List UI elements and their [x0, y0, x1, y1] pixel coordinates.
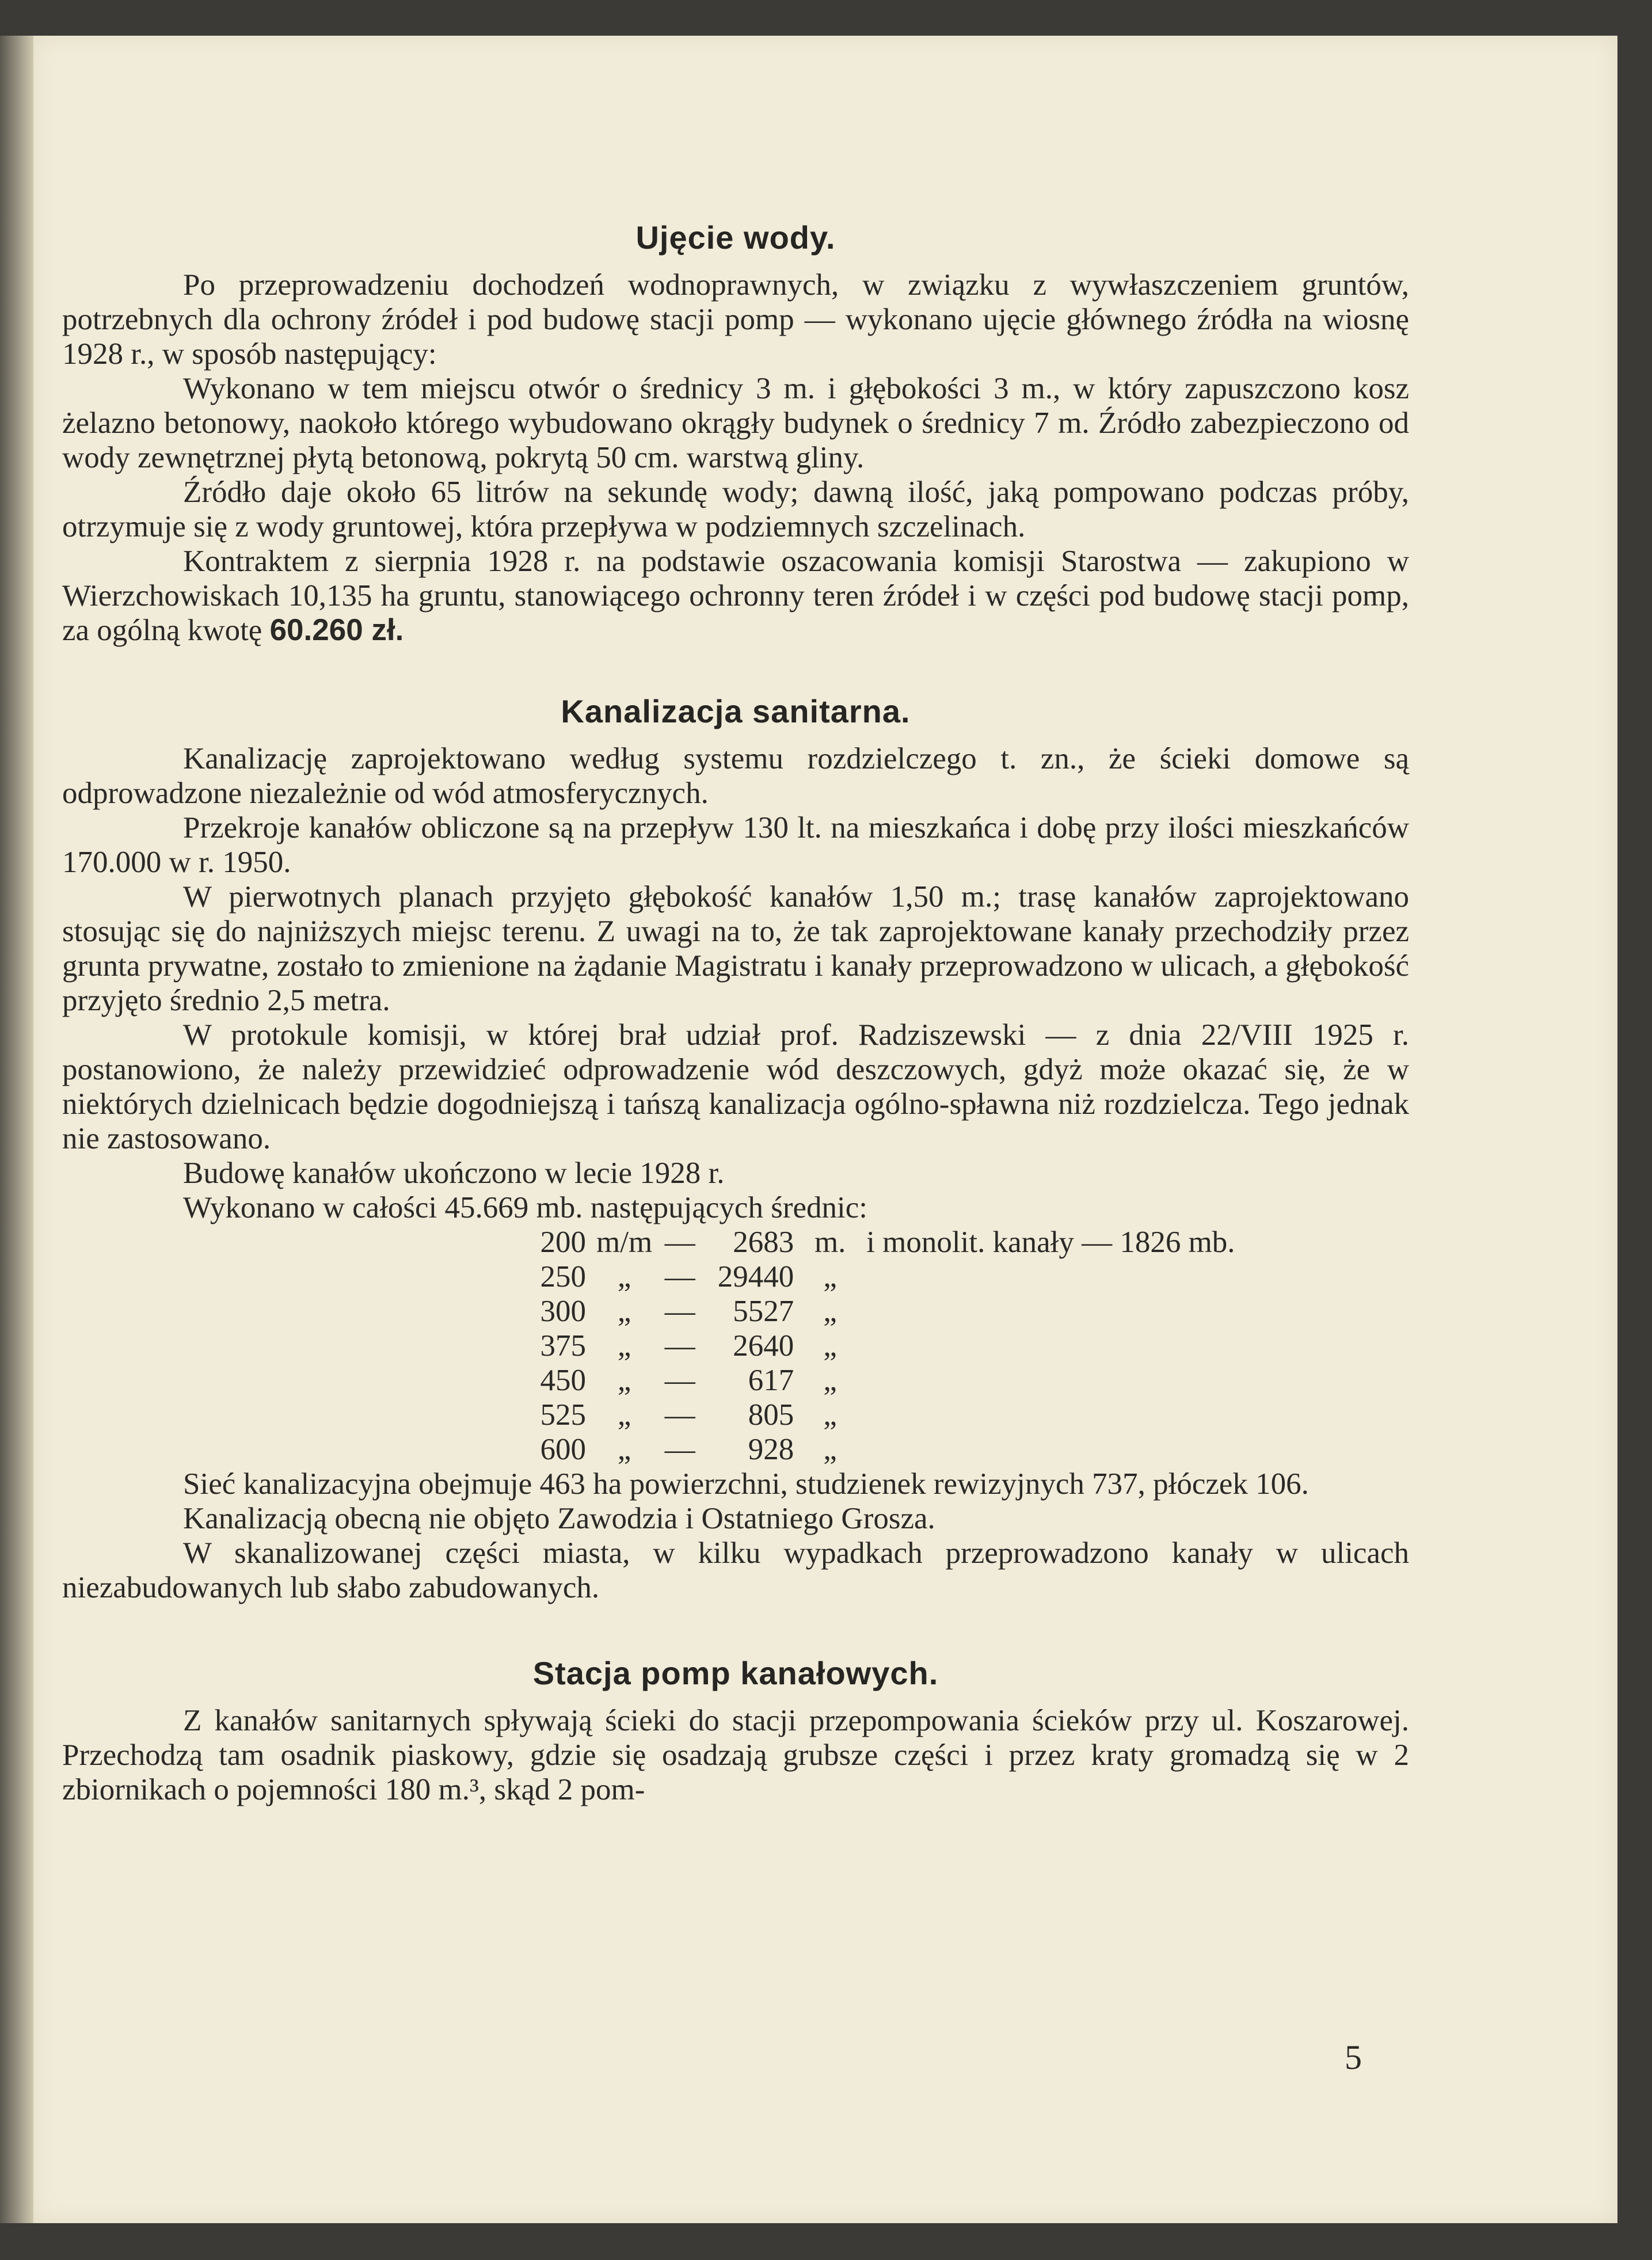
section-kanalizacja-sanitarna: [62, 693, 1409, 1605]
table-row: 375 „ — 2640 „: [540, 1329, 837, 1363]
pipe-diameter-table: [500, 1225, 1246, 1467]
page-content: [62, 219, 1409, 1807]
table-row: 300 „ — 5527 „: [540, 1295, 837, 1328]
paragraph: Sieć kanalizacyjna obejmuje 463 ha powierzchni, studzienek rewizyjnych 737, płóczek 106.: [183, 1467, 1309, 1501]
paragraph: W pierwotnych planach przyjęto głębokość kanałów 1,50 m.; trasę kanałów zaprojektowano stosując się do najniższych miejsc terenu. Z uwagi na to, że tak zaprojektowane kanały przechodziły przez grunta prywatne, zostało to zmienione na żądanie Magistratu i kanały przeprowadzono w ulicach, a głębokość przyjęto średnio 2,5 metra.: [62, 880, 1409, 1017]
paragraph-with-amount: [62, 544, 1409, 648]
section-title: Kanalizacja sanitarna.: [561, 693, 911, 729]
paragraph: Wykonano w całości 45.669 mb. następujących średnic:: [183, 1191, 867, 1224]
paragraph: W protokule komisji, w której brał udział prof. Radziszewski — z dnia 22/VIII 1925 r. postanowiono, że należy przewidzieć odprowadzenie wód deszczowych, gdyż może okazać się, że w niektórych dzielnicach będzie dogodniejszą i tańszą kanalizacja ogólno-spławna niż rozdzielcza. Tego jednak nie zastosowano.: [62, 1018, 1409, 1155]
page-number: 5: [1345, 2038, 1362, 2076]
book-spine: [0, 36, 33, 2223]
section-title: Ujęcie wody.: [635, 219, 836, 256]
section-title: Stacja pomp kanałowych.: [532, 1655, 939, 1691]
table-row: 600 „ — 928 „: [540, 1433, 837, 1466]
paragraph: W skanalizowanej części miasta, w kilku wypadkach przeprowadzono kanały w ulicach niezabudowanych lub słabo zabudowanych.: [62, 1536, 1409, 1604]
paragraph: Kanalizacją obecną nie objęto Zawodzia i Ostatniego Grosza.: [183, 1502, 935, 1535]
paragraph: Wykonano w tem miejscu otwór o średnicy 3 m. i głębokości 3 m., w który zapuszczono kosz żelazno betonowy, naokoło którego wybudowano okrągły budynek o średnicy 7 m. Źródło zabezpieczono od wody zewnętrznej płytą betonową, pokrytą 50 cm. warstwą gliny.: [62, 372, 1409, 474]
paragraph: Po przeprowadzeniu dochodzeń wodnoprawnych, w związku z wywłaszczeniem gruntów, potrzebnych dla ochrony źródeł i pod budowę stacji pomp — wykonano ujęcie głównego źródła na wiosnę 1928 r., w sposób następujący:: [62, 268, 1409, 371]
paragraph: Budowę kanałów ukończono w lecie 1928 r.: [183, 1156, 725, 1190]
table-row: 250 „ — 29440 „: [540, 1260, 837, 1293]
table-row: 525 „ — 805 „: [540, 1398, 837, 1432]
paragraph: Z kanałów sanitarnych spływają ścieki do stacji przepompowania ścieków przy ul. Koszarowej. Przechodzą tam osadnik piaskowy, gdzie się osadzają grubsze części i przez kraty gromadzą się w 2 zbiornikach o pojemności 180 m.³, skąd 2 pom-: [62, 1704, 1409, 1806]
section-ujecie-wody: [62, 219, 1409, 648]
paragraph-text: Kontraktem z sierpnia 1928 r. na podstawie oszacowania komisji Starostwa — zakupiono w Wierzchowiskach 10,135 ha gruntu, stanowiącego ochronny teren źródeł i w części pod budowę stacji pomp, za ogólną kwotę: [62, 545, 1409, 647]
amount: 60.260 zł.: [269, 613, 404, 647]
section-stacja-pomp: [62, 1654, 1409, 1807]
table-row: 200 m/m — 2683 m. i monolit. kanały — 1826 mb.: [540, 1226, 1235, 1259]
paragraph: Źródło daje około 65 litrów na sekundę wody; dawną ilość, jaką pompowano podczas próby, otrzymuje się z wody gruntowej, która przepływa w podziemnych szczelinach.: [62, 475, 1409, 543]
paragraph: Przekroje kanałów obliczone są na przepływ 130 lt. na mieszkańca i dobę przy ilości mieszkańców 170.000 w r. 1950.: [62, 811, 1409, 879]
table-row: 450 „ — 617 „: [540, 1364, 837, 1397]
paragraph: Kanalizację zaprojektowano według systemu rozdzielczego t. zn., że ścieki domowe są odprowadzone niezależnie od wód atmosferycznych.: [62, 742, 1409, 810]
